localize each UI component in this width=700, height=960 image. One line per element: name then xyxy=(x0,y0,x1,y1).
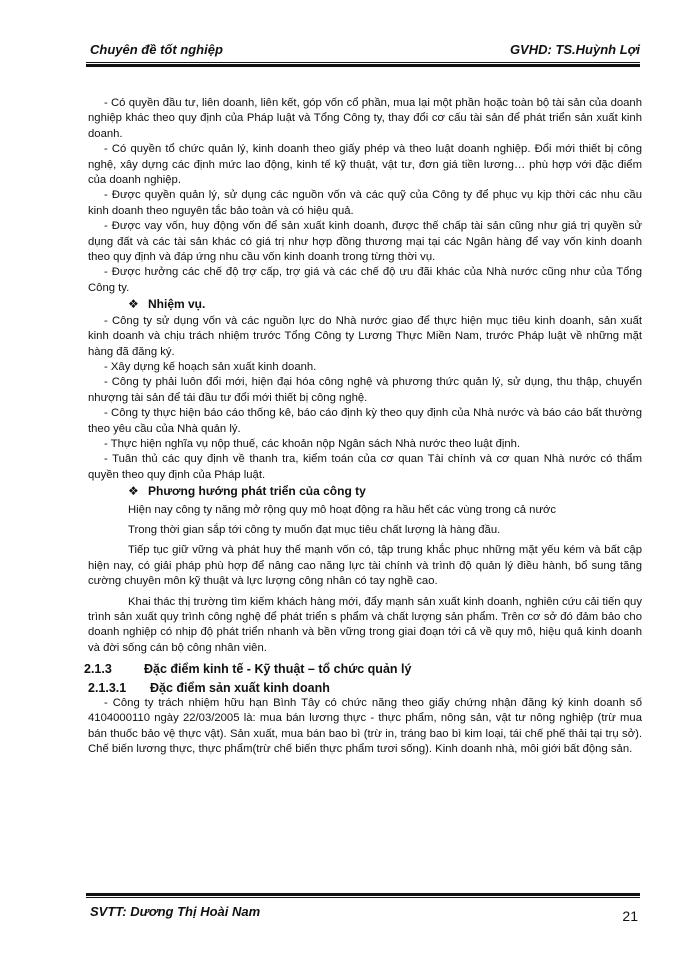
paragraph: - Tuân thủ các quy định về thanh tra, kiểm toán của cơ quan Tài chính và cơ quan Nhà nước có thẩm quyền theo quy định của Pháp luật. xyxy=(88,453,642,481)
header-document-title: Chuyên đề tốt nghiệp xyxy=(90,42,223,57)
paragraph: Tiếp tục giữ vững và phát huy thế mạnh vốn có, tập trung khắc phục những mặt yếu kém và bất cập hiện nay, có giải pháp phù hợp để nâng cao năng lực tài chính và trình độ quản lý điều hành, bổ sung tăng cường chuyên môn kỹ thuật và lực lượng công nhân có tay nghề cao. xyxy=(88,544,642,588)
paragraph: - Thực hiện nghĩa vụ nộp thuế, các khoản nộp Ngân sách Nhà nước theo luật định. xyxy=(104,437,521,450)
heading-number: 2.1.3.1 xyxy=(88,680,127,695)
paragraph: - Xây dựng kế hoạch sản xuất kinh doanh. xyxy=(104,360,317,373)
section-bullet-direction xyxy=(128,484,642,499)
header-rule-thick xyxy=(86,64,640,67)
heading-text: Đặc điểm kinh tế - Kỹ thuật – tổ chức quản lý xyxy=(144,662,412,677)
footer-rule-thin xyxy=(86,897,640,898)
bullet-label: Nhiệm vụ. xyxy=(148,297,206,312)
paragraph: - Được vay vốn, huy động vốn để sản xuất kinh doanh, được thế chấp tài sản cũng như giá trị quyền sử dụng đất và các tài sản khác có giá trị như hợp đồng thương mại tại các Ngân hàng để vay vốn kinh doanh theo quy định và đáp ứng nhu cầu vốn kinh doanh trong từng thời vụ. xyxy=(88,220,642,264)
diamond-bullet-icon: ❖ xyxy=(128,297,139,312)
footer-student-name: SVTT: Dương Thị Hoài Nam xyxy=(90,904,261,919)
bullet-label: Phương hướng phát triển của công ty xyxy=(148,484,366,499)
paragraph: - Được hưởng các chế độ trợ cấp, trợ giá và các chế độ ưu đãi khác của Nhà nước cũng như của Tổng Công ty. xyxy=(88,266,642,294)
paragraph: - Công ty phải luôn đổi mới, hiện đại hóa công nghệ và phương thức quản lý, sử dụng, thu thập, chuyển nhượng tài sản để tái đầu tư đổi mới thiết bị công nghệ. xyxy=(88,376,642,404)
heading-number: 2.1.3 xyxy=(84,662,112,677)
heading-text: Đặc điểm sản xuất kinh doanh xyxy=(150,680,330,695)
heading-2-1-3-1 xyxy=(88,681,642,696)
header-rule-thin xyxy=(86,62,640,63)
paragraph: - Công ty thực hiện báo cáo thống kê, báo cáo định kỳ theo quy định của Nhà nước và báo cáo bất thường theo yêu cầu của Nhà quản lý. xyxy=(88,407,642,435)
footer-rule-thick xyxy=(86,893,640,896)
page-body xyxy=(84,96,642,758)
diamond-bullet-icon: ❖ xyxy=(128,484,139,499)
paragraph: - Công ty sử dụng vốn và các nguồn lực do Nhà nước giao để thực hiện mục tiêu kinh doanh, sản xuất kinh doanh và chịu trách nhiệm trước Tổng Công ty Lương Thực Miền Nam, trước Pháp luật về những mặt hàng đã đăng ký. xyxy=(88,314,642,358)
paragraph: - Công ty trách nhiệm hữu hạn Bình Tây có chức năng theo giấy chứng nhận đăng ký kinh doanh số 4104000110 ngày 22/03/2005 là: mua bán lương thực - thực phẩm, nông sản, vật tư nông nghiệp (trừ mua bán thuốc bảo vệ thực vật). Sản xuất, mua bán bao bì (trừ in, tráng bao bì kim loại, tái chế phế thải tại trụ sở). Chế biến lương thực, thực phẩm(trừ chế biến thực phẩm tươi sống). Kinh doanh nhà, môi giới bất động sản. xyxy=(88,697,642,756)
paragraph: Khai thác thị trường tìm kiếm khách hàng mới, đẩy mạnh sản xuất kinh doanh, nghiên cứu cải tiến quy trình sản xuất quy trình công nghệ để phát triển s phẩm và chất lượng sản phẩm. Trên cơ sở đó đảm bảo cho doanh nghiệp có nhịp độ phát triển nhanh và bền vững trong giai đoạn tới cả về quy mô, hiệu quả kinh doanh và đời sống cán bộ công nhân viên. xyxy=(88,595,642,654)
page-number: 21 xyxy=(622,908,638,924)
page-header xyxy=(86,38,640,60)
paragraph: - Được quyền quản lý, sử dụng các nguồn vốn và các quỹ của Công ty để phục vụ kịp thời các nhu cầu kinh doanh theo nguyên tắc bảo toàn và có hiệu quả. xyxy=(88,189,642,217)
page-footer xyxy=(86,900,640,922)
heading-2-1-3 xyxy=(84,662,642,677)
paragraph: Hiện nay công ty năng mở rộng quy mô hoạt động ra hầu hết các vùng trong cả nước xyxy=(128,503,557,516)
paragraph: - Có quyền tổ chức quản lý, kinh doanh theo giấy phép và theo luật doanh nghiệp. Đổi mới thiết bị công nghệ, xây dựng các định mức lao động, kinh tế kỹ thuật, vật tư, đơn giá tiền lương… phù hợp với đặc điểm của doanh nghiệp. xyxy=(88,143,642,187)
paragraph: - Có quyền đầu tư, liên doanh, liên kết, góp vốn cổ phần, mua lại một phần hoặc toàn bộ tài sản của doanh nghiệp khác theo quy định của Pháp luật và Tổng Công ty, thay đổi cơ cấu tài sản để phát triển sản xuất kinh doanh. xyxy=(88,97,642,140)
paragraph: Trong thời gian sắp tới công ty muốn đạt mục tiêu chất lượng là hàng đầu. xyxy=(128,523,501,536)
header-supervisor: GVHD: TS.Huỳnh Lợi xyxy=(509,42,640,57)
section-bullet-tasks xyxy=(128,297,642,312)
